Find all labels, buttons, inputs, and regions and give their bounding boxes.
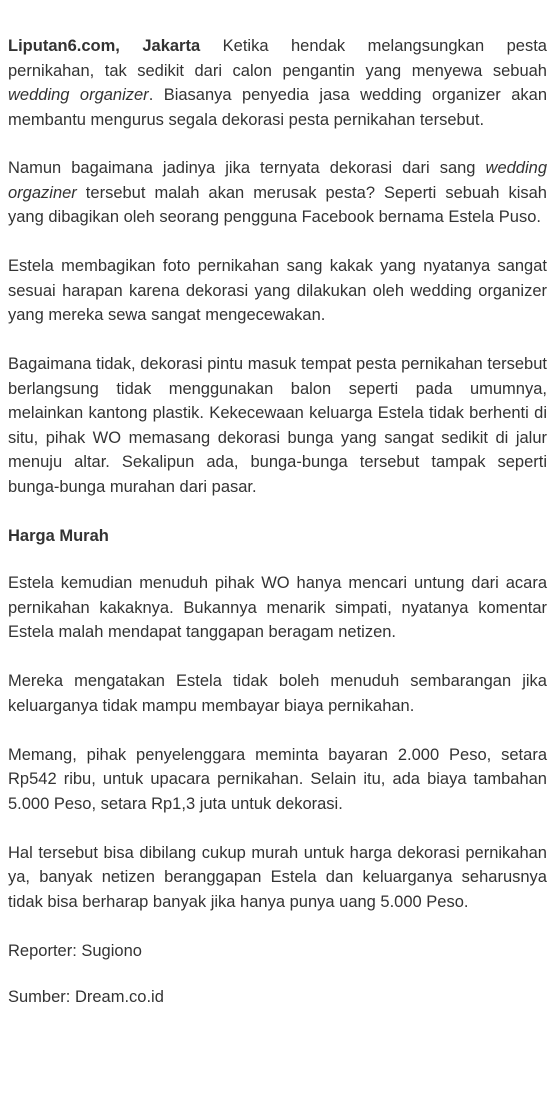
subheading: Harga Murah: [8, 526, 109, 545]
paragraph-6: Mereka mengatakan Estela tidak boleh menuduh sembarangan jika keluarganya tidak mampu membayar biaya pernikahan.: [8, 672, 547, 715]
lead-text-b: . Biasanya penyedia jasa wedding organizer akan membantu mengurus segala dekorasi pesta pernikahan tersebut.: [8, 86, 547, 129]
paragraph-5: Estela kemudian menuduh pihak WO hanya mencari untung dari acara pernikahan kakaknya. Bukannya menarik simpati, nyatanya komentar Estela malah mendapat tanggapan beragam netizen.: [8, 574, 547, 641]
lead-text-a: Ketika hendak melangsungkan pesta pernikahan, tak sedikit dari calon pengantin yang menyewa sebuah: [8, 37, 547, 80]
paragraph-2: [8, 156, 547, 230]
paragraph-3: Estela membagikan foto pernikahan sang kakak yang nyatanya sangat sesuai harapan karena dekorasi yang dilakukan oleh wedding organizer yang mereka sewa sangat mengecewakan.: [8, 257, 547, 324]
source-credit: Sumber: Dream.co.id: [8, 988, 164, 1006]
paragraph-lead: [8, 34, 547, 132]
article-body: [8, 34, 547, 1032]
lead-emphasis: wedding organizer: [8, 86, 149, 104]
paragraph-4: Bagaimana tidak, dekorasi pintu masuk tempat pesta pernikahan tersebut berlangsung tidak menggunakan balon seperti pada umumnya, melainkan kantong plastik. Kekecewaan keluarga Estela tidak berhenti di situ, pihak WO memasang dekorasi bunga yang sangat sedikit di jalur menuju altar. Sekalipun ada, bunga-bunga tersebut tampak seperti bunga-bunga murahan dari pasar.: [8, 355, 547, 496]
dateline: Liputan6.com, Jakarta: [8, 37, 201, 55]
p2-text-a: Namun bagaimana jadinya jika ternyata dekorasi dari sang: [8, 159, 486, 177]
paragraph-8: Hal tersebut bisa dibilang cukup murah untuk harga dekorasi pernikahan ya, banyak netizen beranggapan Estela dan keluarganya seharusnya tidak bisa berharap banyak jika hanya punya uang 5.000 Peso.: [8, 843, 547, 911]
reporter-credit: Reporter: Sugiono: [8, 941, 142, 960]
p2-text-b: tersebut malah akan merusak pesta? Seperti sebuah kisah yang dibagikan oleh seorang pengguna Facebook bernama Estela Puso.: [8, 183, 547, 226]
paragraph-7: Memang, pihak penyelenggara meminta bayaran 2.000 Peso, setara Rp542 ribu, untuk upacara pernikahan. Selain itu, ada biaya tambahan 5.000 Peso, setara Rp1,3 juta untuk dekorasi.: [8, 745, 547, 813]
p2-emphasis: wedding orgaziner: [8, 159, 547, 202]
